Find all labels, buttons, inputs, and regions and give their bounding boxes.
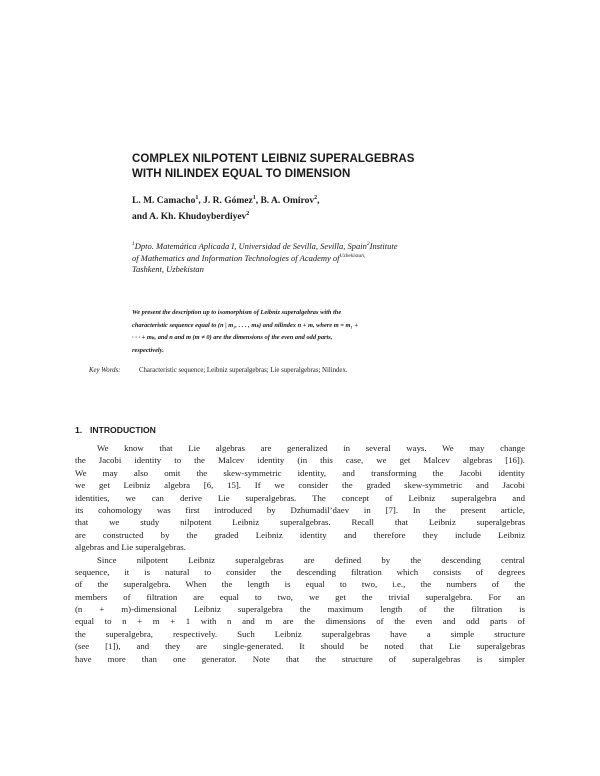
abstract-line: · · · + mₖ, and n and m (m ≠ 0) are the dimensions of the even and odd parts, (132, 334, 333, 341)
affiliation-line (132, 251, 442, 263)
paragraph-line: the superalgebra, respectively. Such Leibniz superalgebras have a simple structure (75, 628, 525, 639)
author-line: L. M. Camacho$^1$, J. R. Gómez$^1$, B. A. Omirov$^2$, (132, 195, 320, 207)
paragraph-line: the Jacobi identity to the Malcev identity (in this case, we get Malcev algebras [16]). (75, 455, 525, 466)
affiliation-line: Tashkent, Uzbekistan (132, 263, 204, 274)
author-list (132, 192, 462, 224)
paragraph-line: We may also omit the skew-symmetric identity, and transforming the Jacobi identity (75, 467, 525, 478)
title-line: WITH NILINDEX EQUAL TO DIMENSION (132, 168, 351, 180)
paragraph-line: members of filtration are equal to two, we get the trivial superalgebra. For an (75, 591, 525, 602)
affiliation-text: Dpto. Matemática Aplicada I, Universidad de Sevilla, Sevilla, Spain (134, 240, 367, 251)
author-line (132, 208, 462, 224)
section-title: INTRODUCTION (90, 425, 156, 435)
affiliations (132, 239, 442, 274)
affiliation-line (132, 239, 442, 251)
author-affiliation-mark: 1 (195, 195, 199, 201)
keywords-text: Characteristic sequence; Leibniz superalgebras; Lie superalgebras; Nilindex. (139, 367, 348, 374)
affiliation-text: Institute (369, 240, 398, 251)
affiliation-text: Uzbekistan, (339, 253, 366, 260)
abstract (132, 307, 432, 357)
affiliation-text: of Mathematics and Information Technologies of Academy of (132, 253, 340, 264)
paragraph-line: are constructed by the graded Leibniz identity and therefore they include Leibniz (75, 529, 525, 540)
author-name: J. R. Gómez (203, 196, 253, 207)
paragraph-line: (see [1]), and they are single-generated. It should be noted that Lie superalgebras (75, 641, 525, 652)
paragraph-line: sequence, it is natural to consider the descending filtration which consists of degrees (75, 566, 525, 577)
affiliation-mark: 2 (366, 241, 370, 247)
abstract-line: characteristic sequence equal to (n | m₁, . . . , mₖ) and nilindex n + m, where m = m₁ + (132, 321, 358, 329)
paragraph-line: we get Leibniz algebra [6, 15]. If we consider the graded skew-symmetric and Jacobi (75, 480, 525, 491)
section-heading (75, 425, 375, 436)
paragraph-line: Since nilpotent Leibniz superalgebras are defined by the descending central (97, 554, 525, 565)
paragraph-line: that we study nilpotent Leibniz superalgebras. Recall that Leibniz superalgebras (75, 517, 525, 528)
paragraph-line: of the superalgebra. When the length is equal to two, i.e., the numbers of the (75, 579, 525, 590)
abstract-line: We present the description up to isomorphism of Leibniz superalgebras with the (132, 309, 342, 316)
author-name: and A. Kh. Khudoyberdiyev (132, 212, 247, 223)
paragraph-line: (n + m)-dimensional Leibniz superalgebra the maximum length of the filtration is (75, 604, 525, 615)
paragraph-line: identities, we can derive Lie superalgebras. The concept of Leibniz superalgebra and (75, 492, 525, 503)
author-affiliation-mark: 1 (252, 195, 256, 201)
paragraph-line: We know that Lie algebras are generalized in several ways. We may change (97, 443, 525, 453)
keywords (89, 366, 489, 376)
keywords-label: Key Words: (89, 367, 121, 374)
abstract-line: respectively. (132, 346, 164, 354)
paper-title (132, 152, 462, 182)
author-affiliation-mark: 2 (314, 195, 318, 201)
title-line: COMPLEX NILPOTENT LEIBNIZ SUPERALGEBRAS (132, 153, 415, 165)
author-name: B. A. Omirov (260, 196, 315, 207)
paragraph-line: have more than one generator. Note that the structure of superalgebras is simpler (75, 653, 525, 664)
paragraph-line: algebras and Lie superalgebras. (75, 542, 186, 553)
section-number: 1. (75, 425, 83, 435)
paragraph-line: equal to n + m + 1 with n and m are the dimensions of the even and odd parts of (75, 616, 525, 627)
paragraph-line: its cohomology was first introduced by Dzhumadil’daev in [7]. In the present article, (75, 504, 525, 515)
body-text (75, 442, 525, 665)
author-affiliation-mark: 2 (246, 211, 250, 218)
affiliation-mark: 1 (132, 241, 135, 247)
author-name: L. M. Camacho (132, 196, 196, 207)
